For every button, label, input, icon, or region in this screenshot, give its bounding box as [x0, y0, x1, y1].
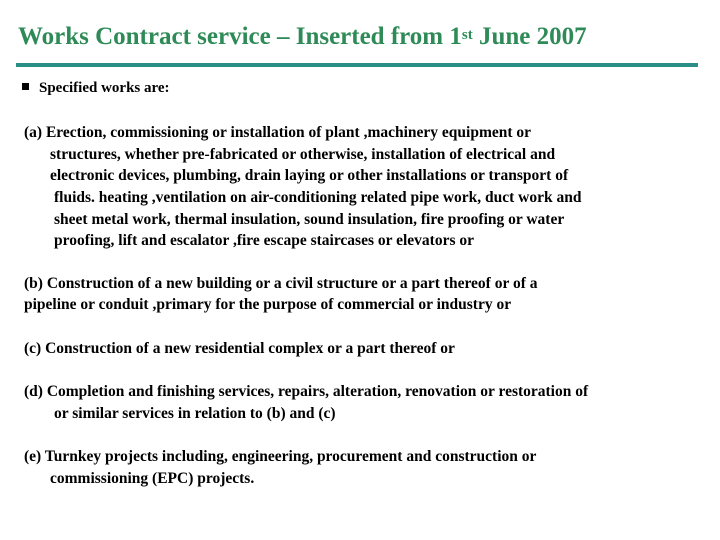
item-a-line-5: sheet metal work, thermal insulation, sound insulation, fire proofing or water — [54, 211, 565, 228]
item-b-line-2: pipeline or conduit ,primary for the purpose of commercial or industry or — [24, 296, 512, 313]
item-a-line-1: (a) Erection, commissioning or installation of plant ,machinery equipment or — [24, 124, 532, 141]
item-a-line-4: fluids. heating ,ventilation on air-conditioning related pipe work, duct work and — [54, 189, 582, 206]
intro-bullet — [22, 80, 170, 97]
item-e-line-2: commissioning (EPC) projects. — [50, 470, 255, 487]
intro-text: Specified works are: — [39, 80, 170, 96]
title-main: Works Contract service – Inserted from 1 — [18, 23, 462, 50]
title-divider — [16, 63, 698, 67]
item-a-line-3: electronic devices, plumbing, drain laying or other installations or transport of — [50, 167, 569, 184]
item-c-line-1: (c) Construction of a new residential complex or a part thereof or — [24, 340, 455, 357]
title-tail: June 2007 — [472, 23, 587, 50]
title-superscript: st — [461, 27, 473, 43]
item-e-line-1: (e) Turnkey projects including, engineering, procurement and construction or — [24, 448, 537, 465]
square-bullet-icon — [22, 83, 29, 90]
item-a-line-2: structures, whether pre-fabricated or otherwise, installation of electrical and — [50, 146, 556, 163]
item-d-line-1: (d) Completion and finishing services, repairs, alteration, renovation or restoration of — [24, 383, 589, 400]
item-b-line-1: (b) Construction of a new building or a civil structure or a part thereof or of a — [24, 275, 538, 292]
item-d-line-2: or similar services in relation to (b) and (c) — [54, 405, 336, 422]
slide-title — [18, 22, 708, 52]
item-a-line-6: proofing, lift and escalator ,fire escape staircases or elevators or — [54, 232, 474, 249]
